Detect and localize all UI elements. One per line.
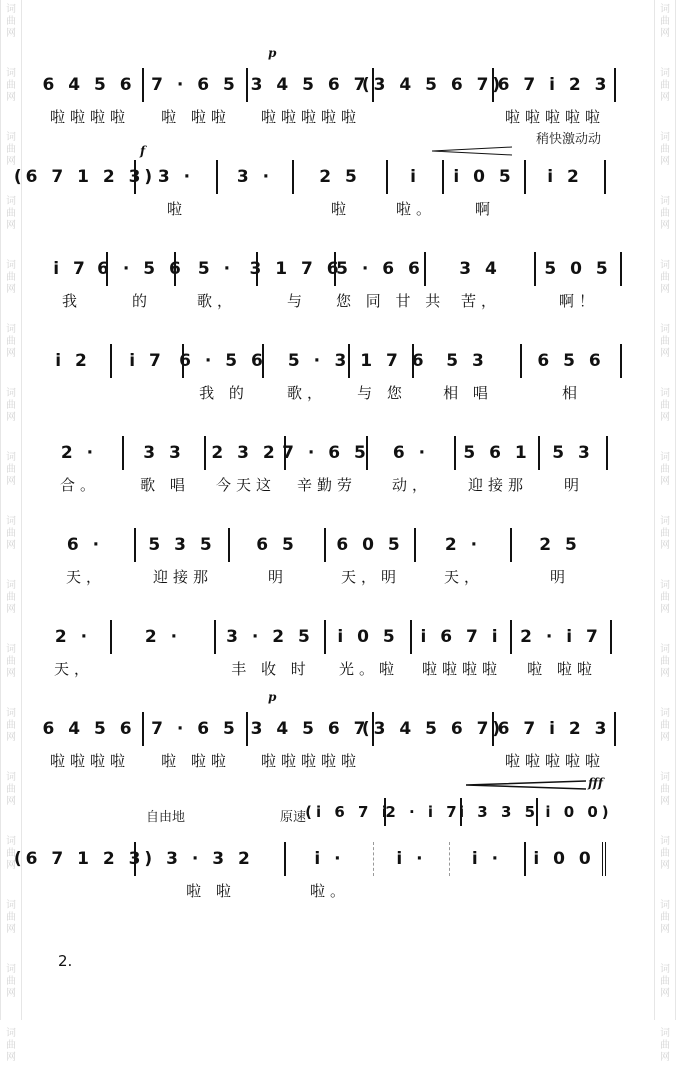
measure: 5 6 1 [456, 436, 540, 470]
measure: 2 · i 7 [512, 620, 612, 654]
watermark-tile: 词 曲 网 [660, 900, 670, 935]
measure: 3 3 [124, 436, 206, 470]
measure: (6 7 1 2 3) [36, 160, 136, 194]
watermark-tile: 词 曲 网 [660, 132, 670, 167]
measure: 6 7 i 2 3 [494, 712, 616, 746]
watermark-tile: 词 曲 网 [660, 516, 670, 551]
notes-row [36, 528, 636, 562]
watermark-tile: 词 曲 网 [6, 772, 16, 807]
measure: 5 3 [414, 344, 522, 378]
lyric: 与 您 [357, 384, 407, 402]
measure: (3 4 5 6 7) [374, 68, 494, 102]
measure: 3 · [136, 160, 218, 194]
lyric: 相 [561, 384, 582, 402]
watermark-tile: 词 曲 网 [660, 388, 670, 423]
dynamic-marking: f [140, 144, 146, 158]
lyric: 迎接那 [152, 568, 213, 586]
watermark-tile: 词 曲 网 [660, 1028, 670, 1063]
notes-row [36, 344, 636, 378]
measure: 5 · [176, 252, 258, 286]
lyrics-row [36, 566, 636, 588]
lyric: 啦。 [395, 200, 436, 218]
measure: 7 · 6 5 [286, 436, 368, 470]
watermark-tile: 词 曲 网 [6, 644, 16, 679]
measure: 3 4 5 6 7 [248, 68, 374, 102]
lyric: 天， [53, 660, 94, 678]
notes-row [36, 620, 636, 654]
lyric: 天，明 [340, 568, 401, 586]
lyric: 啦啦啦啦 [49, 108, 130, 126]
watermark-tile: 词 曲 网 [6, 196, 16, 231]
lyric: 歌， [196, 292, 237, 310]
measure: i 2 [526, 160, 606, 194]
score-system-6 [36, 500, 636, 592]
watermark-tile: 词 曲 网 [6, 516, 16, 551]
lyric: 啦啦啦啦 [49, 752, 130, 770]
measure: 6 0 5 [326, 528, 416, 562]
lyric: 明 [563, 476, 584, 494]
measure: 6 4 5 6 [36, 712, 144, 746]
notes-row [36, 712, 636, 746]
lyrics-row [36, 750, 636, 772]
lyric [374, 750, 494, 772]
watermark-tile: 词 曲 网 [6, 388, 16, 423]
tempo-marking: 自由地 [146, 810, 186, 825]
measure: 2 · i 7 [386, 798, 462, 826]
measure: 2 5 [539, 535, 581, 555]
lyric: 明 [549, 568, 570, 586]
measure: i 0 0 [526, 842, 606, 876]
lyric: 辛勤劳 [296, 476, 357, 494]
lyric: 合。 [59, 476, 100, 494]
measure: 2 · [416, 528, 512, 562]
lyric [36, 382, 112, 404]
watermark-tile: 词 曲 网 [660, 452, 670, 487]
lyric: 啦 啦啦 [527, 660, 597, 678]
tempo-marking: 原速 [280, 810, 307, 825]
lyrics-row [36, 290, 636, 312]
dynamic-marking: fff [588, 776, 604, 790]
measure: 5 · 6 6 [336, 252, 426, 286]
measure: i · [450, 842, 526, 876]
lyric [218, 198, 294, 220]
watermark-tile: 词 曲 网 [660, 836, 670, 871]
score-system-3 [36, 224, 636, 316]
lyric: 啦 啦啦 [161, 752, 231, 770]
watermark-tile: 词 曲 网 [6, 324, 16, 359]
lyric: 啦啦啦啦啦 [260, 752, 361, 770]
score-sheet [13, 40, 636, 906]
lyric: 天， [65, 568, 106, 586]
lyric: 啊！ [558, 292, 599, 310]
lyric: 歌， [286, 384, 327, 402]
lyric: 丰 收 时 [231, 660, 311, 678]
lyric: 苦， [460, 292, 501, 310]
measure: i · [374, 842, 450, 876]
lyric: 啦啦啦啦啦 [504, 108, 605, 126]
score-system-1 [36, 40, 636, 132]
tempo-marking: 稍快激动动 [536, 132, 602, 147]
watermark-tile: 词 曲 网 [6, 708, 16, 743]
lyrics-row [36, 198, 636, 220]
lyric: 相 唱 [443, 384, 493, 402]
lyric [526, 880, 606, 902]
dynamic-marking: p [268, 690, 277, 704]
measure: i 7 [36, 252, 108, 286]
lyric: 动， [391, 476, 432, 494]
lyric [36, 198, 136, 220]
watermark-tile: 词 曲 网 [6, 260, 16, 295]
watermark-tile: 词 曲 网 [660, 196, 670, 231]
lyric [526, 198, 606, 220]
lyric [36, 880, 136, 902]
watermark-tile: 词 曲 网 [660, 68, 670, 103]
notes-row [36, 68, 636, 102]
measure: 6 · 5 6 [108, 252, 176, 286]
measure: 5 · [264, 344, 350, 378]
lyric [374, 880, 450, 902]
lyric: 啦 [166, 200, 187, 218]
measure: i 0 5 [326, 620, 412, 654]
lyric [450, 880, 526, 902]
measure: i 7 [112, 344, 184, 378]
measure: 6 · [368, 436, 456, 470]
lyric: 啦 啦 [186, 882, 236, 900]
measure: 2 3 2 [206, 436, 286, 470]
watermark-tile: 词 曲 网 [6, 4, 16, 39]
watermark-tile: 词 曲 网 [660, 4, 670, 39]
lyric: 我 的 [199, 384, 249, 402]
lyrics-row [36, 658, 636, 680]
watermark-tile: 词 曲 网 [6, 452, 16, 487]
notes-row [36, 252, 636, 286]
lyric: 天， [443, 568, 484, 586]
score-system-4 [36, 316, 636, 408]
measure: 5 3 [540, 436, 608, 470]
score-system-5 [36, 408, 636, 500]
measure: 3 4 [426, 252, 536, 286]
watermark-tile: 词 曲 网 [660, 964, 670, 999]
measure: 2 · [36, 436, 124, 470]
notes-row [13, 160, 636, 194]
lyric: 我 [61, 292, 82, 310]
lyric [112, 658, 216, 680]
measure: (6 7 1 2 3) [36, 842, 136, 876]
lyric: 今天这 [215, 476, 276, 494]
score-system-7 [36, 592, 636, 684]
watermark-tile: 词 曲 网 [6, 132, 16, 167]
lyric: 歌 唱 [140, 476, 190, 494]
lyric: 啦啦啦啦 [421, 660, 502, 678]
lyrics-row [36, 880, 636, 902]
measure: 2 5 [294, 160, 388, 194]
watermark-tile: 词 曲 网 [6, 580, 16, 615]
lyric [112, 382, 184, 404]
lyrics-row [36, 474, 636, 496]
watermark-tile: 词 曲 网 [6, 964, 16, 999]
crescendo-hairpin [432, 146, 512, 156]
lyric: 的 [131, 292, 152, 310]
measure: i 3 3 5 [462, 798, 538, 826]
measure: 3 4 5 6 7 [248, 712, 374, 746]
score-system-9 [13, 776, 636, 906]
measure: 6 7 i 2 3 [494, 68, 616, 102]
upper-notes-row [305, 798, 620, 826]
measure: i · [286, 842, 374, 876]
dynamic-marking: p [268, 46, 277, 60]
lyric: 啦。 [309, 882, 350, 900]
measure: 3 · 3 2 [136, 842, 286, 876]
measure: 7 · 6 5 [144, 68, 248, 102]
watermark-tile: 词 曲 网 [660, 580, 670, 615]
lyric: 您 同 甘 共 [336, 292, 446, 310]
lyric [374, 106, 494, 128]
measure: 2 · [112, 620, 216, 654]
page-number: 2. [58, 952, 73, 970]
lyric: 啦啦啦啦啦 [260, 108, 361, 126]
measure: i 6 7 i [412, 620, 512, 654]
watermark-tile: 词 曲 网 [6, 900, 16, 935]
lyric: 啦 啦啦 [161, 108, 231, 126]
measure: 6 5 6 [522, 344, 622, 378]
measure: (3 4 5 6 7) [374, 712, 494, 746]
watermark-tile: 词 曲 网 [6, 836, 16, 871]
watermark-tile: 词 曲 网 [6, 1028, 16, 1063]
lyrics-row [36, 106, 636, 128]
score-system-2 [13, 132, 636, 224]
lyric: 光。啦 [338, 660, 399, 678]
measure: i [388, 160, 444, 194]
measure: i 2 [36, 344, 112, 378]
lyric: 与 [286, 292, 307, 310]
measure: 3 · [218, 160, 294, 194]
measure: i 0 0) [545, 803, 613, 821]
measure: 5 0 5 [536, 252, 622, 286]
watermark-tile: 词 曲 网 [660, 708, 670, 743]
lyric: 啦啦啦啦啦 [504, 752, 605, 770]
watermark-tile: 词 曲 网 [6, 68, 16, 103]
lyric: 啊 [474, 200, 495, 218]
lyric: 迎接那 [467, 476, 528, 494]
lyric: 啦 [330, 200, 351, 218]
measure: i 0 5 [444, 160, 526, 194]
measure: 6 · [36, 528, 136, 562]
measure: 6 5 [230, 528, 326, 562]
notes-row [13, 842, 636, 876]
crescendo-hairpin [466, 780, 586, 790]
watermark-tile: 词 曲 网 [660, 772, 670, 807]
measure: 3 · 2 5 [216, 620, 326, 654]
measure: 3 1 7 6 [258, 252, 336, 286]
watermark-tile: 词 曲 网 [660, 324, 670, 359]
score-system-8 [36, 684, 636, 776]
lyrics-row [36, 382, 636, 404]
measure: 2 · [36, 620, 112, 654]
measure: 6 4 5 6 [36, 68, 144, 102]
measure: (i 6 7 i [312, 798, 386, 826]
measure: 7 · 6 5 [144, 712, 248, 746]
watermark-tile: 词 曲 网 [660, 260, 670, 295]
notes-row [36, 436, 636, 470]
right-watermark-strip [654, 0, 676, 1063]
lyric: 明 [267, 568, 288, 586]
measure: 3 1 7 6 [350, 344, 414, 378]
measure: 6 · 5 6 [184, 344, 264, 378]
watermark-tile: 词 曲 网 [660, 644, 670, 679]
measure: 5 3 5 [136, 528, 230, 562]
